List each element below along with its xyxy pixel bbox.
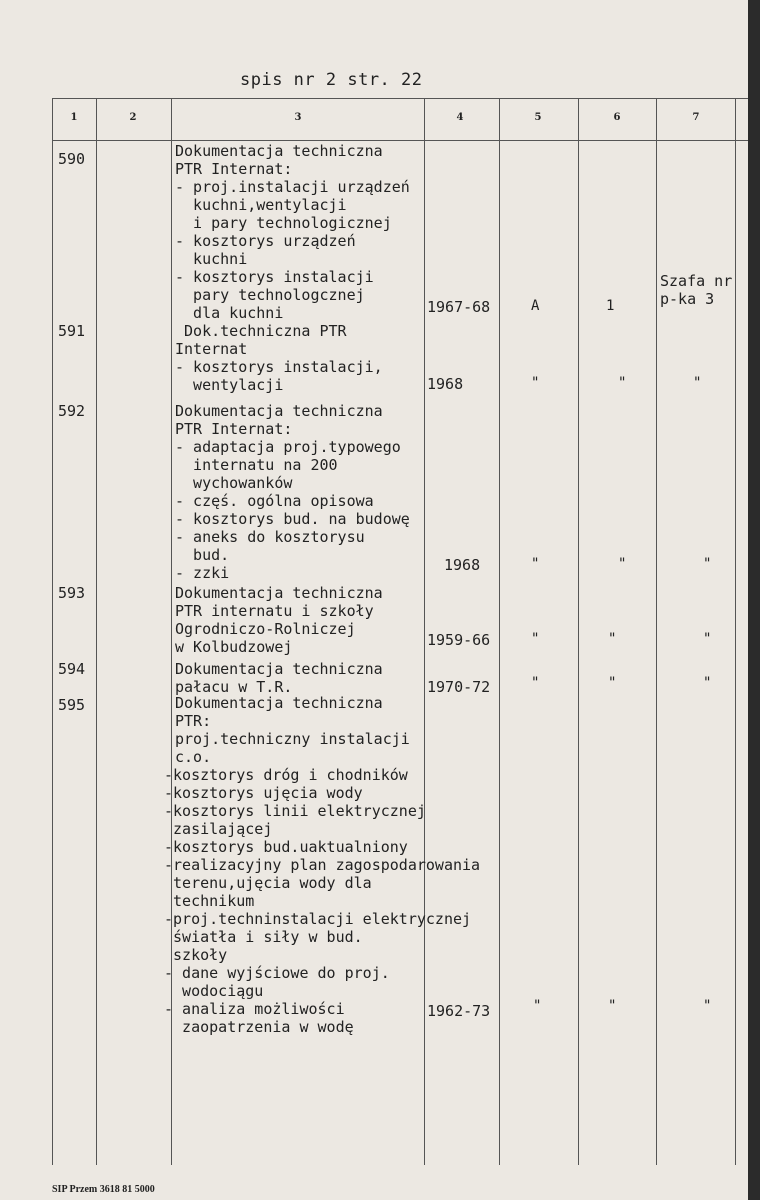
count-cell: " — [608, 675, 617, 691]
description-line: - aneks do kosztorysu — [175, 528, 365, 546]
description-line: - adaptacja proj.typowego — [175, 438, 401, 456]
description-line: Internat — [175, 340, 248, 358]
description-line: zaopatrzenia w wodę — [164, 1018, 354, 1036]
column-header-7: 7 — [692, 112, 700, 123]
column-divider — [735, 98, 736, 1165]
row-number: 594 — [58, 660, 86, 678]
category-cell: " — [531, 556, 540, 572]
description-line: PTR Internat: — [175, 420, 293, 438]
description-line: bud. — [175, 546, 230, 564]
years-cell: 1968 — [427, 375, 464, 393]
location-cell: p-ka 3 — [660, 290, 715, 308]
count-cell: 1 — [606, 298, 615, 314]
description-line: Dokumentacja techniczna — [175, 402, 383, 420]
table-top-rule — [52, 98, 748, 99]
description-line: pałacu w T.R. — [175, 678, 293, 696]
description-line: pary technologcznej — [175, 286, 365, 304]
description-line: Dokumentacja techniczna — [175, 142, 383, 160]
description-line: zasilającej — [164, 820, 273, 838]
column-divider — [578, 98, 579, 1165]
years-cell: 1959-66 — [427, 631, 491, 649]
description-line: - kosztorys instalacji — [175, 268, 374, 286]
category-cell: " — [531, 375, 540, 391]
description-line: -realizacyjny plan zagospodarowania — [164, 856, 481, 874]
row-number: 590 — [58, 150, 86, 168]
description-line: terenu,ujęcia wody dla — [164, 874, 372, 892]
category-cell: A — [531, 298, 540, 314]
description-line: szkoły — [164, 946, 228, 964]
description-line: kuchni — [175, 250, 248, 268]
description-line: proj.techniczny instalacji — [175, 730, 410, 748]
years-cell: 1968 — [444, 556, 481, 574]
description-line: - dane wyjściowe do proj. — [164, 964, 390, 982]
description-line: dla kuchni — [175, 304, 284, 322]
printer-imprint: SIP Przem 3618 81 5000 — [52, 1184, 155, 1195]
years-cell: 1962-73 — [427, 1002, 491, 1020]
column-header-2: 2 — [129, 112, 137, 123]
row-number: 595 — [58, 696, 86, 714]
category-cell: " — [531, 675, 540, 691]
column-header-1: 1 — [70, 112, 78, 123]
description-line: c.o. — [175, 748, 212, 766]
column-divider — [499, 98, 500, 1165]
description-line: Dokumentacja techniczna — [175, 660, 383, 678]
column-divider — [424, 98, 425, 1165]
description-line: - kosztorys instalacji, — [175, 358, 383, 376]
category-cell: " — [531, 631, 540, 647]
row-number: 592 — [58, 402, 86, 420]
description-line: -kosztorys linii elektrycznej — [164, 802, 426, 820]
description-line: -kosztorys ujęcia wody — [164, 784, 363, 802]
table-header-rule — [52, 140, 748, 141]
years-cell: 1970-72 — [427, 678, 491, 696]
description-line: PTR: — [175, 712, 212, 730]
row-number: 591 — [58, 322, 86, 340]
location-cell: " — [703, 675, 712, 691]
location-cell: " — [693, 375, 702, 391]
column-divider — [96, 98, 97, 1165]
column-divider — [52, 98, 53, 1165]
description-line: - częś. ogólna opisowa — [175, 492, 374, 510]
description-line: -proj.techninstalacji elektrycznej — [164, 910, 472, 928]
years-cell: 1967-68 — [427, 298, 491, 316]
count-cell: " — [608, 998, 617, 1014]
description-line: w Kolbudzowej — [175, 638, 293, 656]
description-line: kuchni,wentylacji — [175, 196, 347, 214]
description-line: - kosztorys urządzeń — [175, 232, 356, 250]
description-line: PTR Internat: — [175, 160, 293, 178]
page-header: spis nr 2 str. 22 — [240, 70, 423, 90]
category-cell: " — [533, 998, 542, 1014]
column-header-3: 3 — [294, 112, 302, 123]
description-line: Ogrodniczo-Rolniczej — [175, 620, 356, 638]
description-line: technikum — [164, 892, 255, 910]
count-cell: " — [618, 556, 627, 572]
description-line: i pary technologicznej — [175, 214, 392, 232]
description-line: - proj.instalacji urządzeń — [175, 178, 410, 196]
column-header-5: 5 — [534, 112, 542, 123]
column-divider — [656, 98, 657, 1165]
description-line: PTR internatu i szkoły — [175, 602, 374, 620]
description-line: - zzki — [175, 564, 230, 582]
location-cell: " — [703, 998, 712, 1014]
description-line: -kosztorys bud.uaktualniony — [164, 838, 408, 856]
description-line: Dokumentacja techniczna — [175, 694, 383, 712]
description-line: -kosztorys dróg i chodników — [164, 766, 408, 784]
description-line: Dok.techniczna PTR — [175, 322, 347, 340]
row-number: 593 — [58, 584, 86, 602]
description-line: - kosztorys bud. na budowę — [175, 510, 410, 528]
column-header-4: 4 — [456, 112, 464, 123]
description-line: wychowanków — [175, 474, 293, 492]
description-line: - analiza możliwości — [164, 1000, 345, 1018]
location-cell: Szafa nr — [660, 272, 733, 290]
location-cell: " — [703, 631, 712, 647]
count-cell: " — [608, 631, 617, 647]
description-line: wentylacji — [175, 376, 284, 394]
description-line: internatu na 200 — [175, 456, 338, 474]
description-line: światła i siły w bud. — [164, 928, 363, 946]
column-header-6: 6 — [613, 112, 621, 123]
location-cell: " — [703, 556, 712, 572]
description-line: wodociągu — [164, 982, 264, 1000]
count-cell: " — [618, 375, 627, 391]
description-line: Dokumentacja techniczna — [175, 584, 383, 602]
